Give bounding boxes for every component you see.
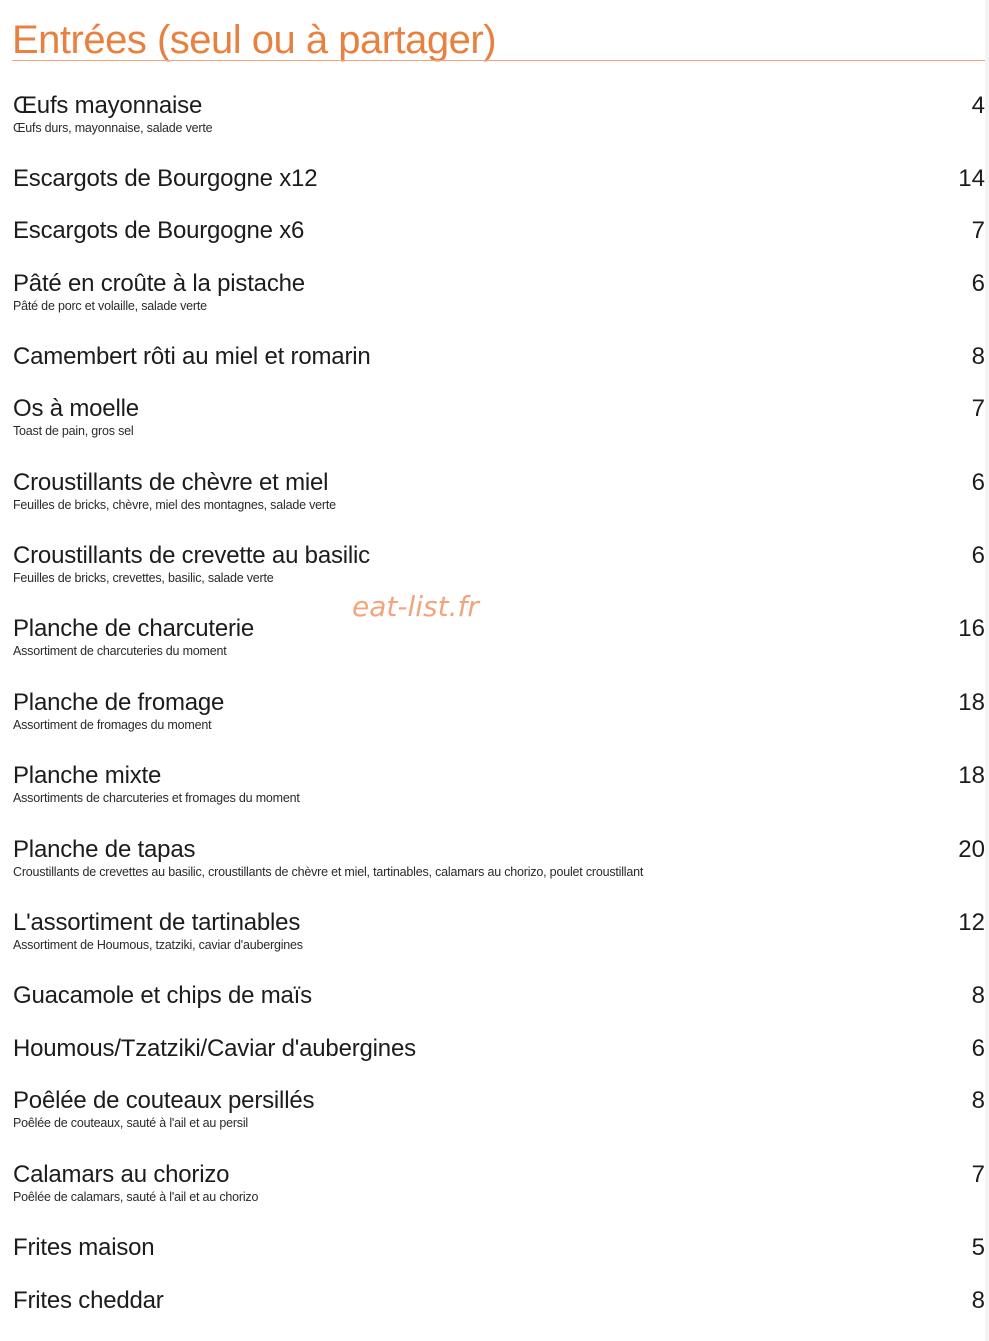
item-name: Croustillants de chèvre et miel bbox=[13, 469, 329, 496]
item-description: Toast de pain, gros sel bbox=[13, 424, 134, 438]
item-price: 5 bbox=[971, 1234, 985, 1261]
item-price: 14 bbox=[958, 165, 985, 192]
item-price: 7 bbox=[971, 217, 985, 244]
item-name: Planche de tapas bbox=[13, 836, 196, 863]
item-name: Pâté en croûte à la pistache bbox=[13, 270, 305, 297]
item-price: 6 bbox=[971, 1035, 985, 1062]
item-description: Pâté de porc et volaille, salade verte bbox=[13, 299, 207, 313]
item-description: Assortiment de Houmous, tzatziki, caviar d'aubergines bbox=[13, 938, 303, 952]
item-name: Calamars au chorizo bbox=[13, 1161, 230, 1188]
section-title: Entrées (seul ou à partager) bbox=[12, 18, 497, 62]
item-description: Croustillants de crevettes au basilic, croustillants de chèvre et miel, tartinables, calamars au chorizo, poulet croustillant bbox=[13, 865, 644, 879]
item-name: Planche de charcuterie bbox=[13, 615, 255, 642]
item-price: 6 bbox=[971, 469, 985, 496]
item-price: 6 bbox=[971, 270, 985, 297]
item-description: Assortiments de charcuteries et fromages du moment bbox=[13, 791, 300, 805]
item-name: Guacamole et chips de maïs bbox=[13, 982, 312, 1009]
item-name: Os à moelle bbox=[13, 395, 139, 422]
item-name: Houmous/Tzatziki/Caviar d'aubergines bbox=[13, 1035, 416, 1062]
item-name: L'assortiment de tartinables bbox=[13, 909, 301, 936]
item-description: Œufs durs, mayonnaise, salade verte bbox=[13, 121, 213, 135]
item-description: Assortiment de charcuteries du moment bbox=[13, 644, 227, 658]
item-price: 12 bbox=[958, 909, 985, 936]
item-price: 8 bbox=[971, 1087, 985, 1114]
item-price: 8 bbox=[971, 1287, 985, 1314]
item-price: 16 bbox=[958, 615, 985, 642]
item-description: Assortiment de fromages du moment bbox=[13, 718, 212, 732]
item-price: 6 bbox=[971, 542, 985, 569]
item-name: Escargots de Bourgogne x6 bbox=[13, 217, 305, 244]
item-description: Feuilles de bricks, crevettes, basilic, salade verte bbox=[13, 571, 274, 585]
item-name: Planche de fromage bbox=[13, 689, 225, 716]
item-price: 20 bbox=[958, 836, 985, 863]
item-name: Camembert rôti au miel et romarin bbox=[13, 343, 371, 370]
item-price: 8 bbox=[971, 982, 985, 1009]
title-divider bbox=[12, 60, 985, 61]
item-price: 8 bbox=[971, 343, 985, 370]
item-name: Poêlée de couteaux persillés bbox=[13, 1087, 315, 1114]
item-name: Œufs mayonnaise bbox=[13, 92, 203, 119]
item-price: 18 bbox=[958, 762, 985, 789]
item-price: 18 bbox=[958, 689, 985, 716]
item-name: Frites cheddar bbox=[13, 1287, 164, 1314]
item-name: Escargots de Bourgogne x12 bbox=[13, 165, 318, 192]
item-price: 7 bbox=[971, 395, 985, 422]
page-edge bbox=[985, 0, 989, 1341]
item-name: Croustillants de crevette au basilic bbox=[13, 542, 370, 569]
item-price: 4 bbox=[971, 92, 985, 119]
item-price: 7 bbox=[971, 1161, 985, 1188]
watermark: eat-list.fr bbox=[352, 590, 479, 623]
item-description: Poêlée de calamars, sauté à l'ail et au chorizo bbox=[13, 1190, 259, 1204]
item-description: Feuilles de bricks, chèvre, miel des montagnes, salade verte bbox=[13, 498, 336, 512]
item-description: Poêlée de couteaux, sauté à l'ail et au persil bbox=[13, 1116, 249, 1130]
item-name: Planche mixte bbox=[13, 762, 162, 789]
item-name: Frites maison bbox=[13, 1234, 155, 1261]
